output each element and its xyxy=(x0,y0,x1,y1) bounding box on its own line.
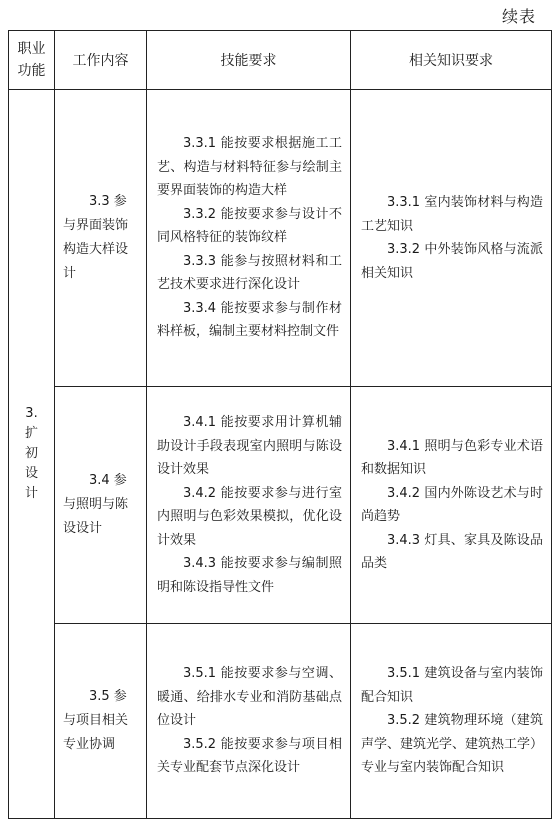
skills-cell xyxy=(147,624,351,819)
header-function: 职业功能 xyxy=(9,31,55,90)
function-char: 扩 xyxy=(24,426,38,441)
skill-item: 3.3.2 能按要求参与设计不同风格特征的装饰纹样 xyxy=(157,206,342,246)
table-row xyxy=(9,387,552,624)
continued-label: 续表 xyxy=(501,7,536,26)
skill-item: 3.4.3 能按要求参与编制照明和陈设指导性文件 xyxy=(157,556,342,595)
skill-item: 3.5.1 能按要求参与空调、暖通、给排水专业和消防基础点位设计 xyxy=(157,666,342,729)
skill-item: 3.3.3 能参与按照材料和工艺技术要求进行深化设计 xyxy=(157,253,342,293)
function-cell xyxy=(9,90,55,819)
knowledge-item: 3.4.2 国内外陈设艺术与时尚趋势 xyxy=(361,485,543,524)
knowledge-cell xyxy=(351,624,552,819)
table-row xyxy=(9,624,552,819)
skill-item: 3.4.1 能按要求用计算机辅助设计手段表现室内照明与陈设设计效果 xyxy=(157,415,342,477)
function-char: 计 xyxy=(24,486,38,501)
function-char: 设 xyxy=(24,466,38,481)
skills-cell xyxy=(147,90,351,387)
work-content-cell: 3.4 参与照明与陈设设计 xyxy=(55,387,147,624)
work-content-cell: 3.5 参与项目相关专业协调 xyxy=(55,624,147,819)
knowledge-item: 3.3.2 中外装饰风格与流派相关知识 xyxy=(361,242,543,281)
function-number: 3. xyxy=(25,406,38,421)
knowledge-cell xyxy=(351,90,552,387)
knowledge-item: 3.5.1 建筑设备与室内装饰配合知识 xyxy=(361,666,543,705)
occupational-standard-table xyxy=(8,30,552,819)
skill-item: 3.3.1 能按要求根据施工工艺、构造与材料特征参与绘制主要界面装饰的构造大样 xyxy=(157,136,342,199)
knowledge-item: 3.4.1 照明与色彩专业术语和数据知识 xyxy=(361,438,543,477)
skill-item: 3.5.2 能按要求参与项目相关专业配套节点深化设计 xyxy=(157,736,342,776)
table-header-row xyxy=(9,31,552,90)
knowledge-item: 3.5.2 建筑物理环境（建筑声学、建筑光学、建筑热工学） 专业与室内装饰配合知识 xyxy=(361,713,544,776)
work-content-cell: 3.3 参与界面装饰构造大样设计 xyxy=(55,90,147,387)
knowledge-item: 3.3.1 室内装饰材料与构造工艺知识 xyxy=(361,195,543,234)
skill-item: 3.4.2 能按要求参与进行室内照明与色彩效果模拟，优化设计效果 xyxy=(157,485,342,548)
function-char: 初 xyxy=(24,446,38,461)
skills-cell xyxy=(147,387,351,624)
header-skills: 技能要求 xyxy=(147,31,351,90)
knowledge-item: 3.4.3 灯具、家具及陈设品品类 xyxy=(361,532,543,571)
header-knowledge: 相关知识要求 xyxy=(351,31,552,90)
skill-item: 3.3.4 能按要求参与制作材料样板，编制主要材料控制文件 xyxy=(157,300,342,340)
table-row xyxy=(9,90,552,387)
header-work-content: 工作内容 xyxy=(55,31,147,90)
knowledge-cell xyxy=(351,387,552,624)
